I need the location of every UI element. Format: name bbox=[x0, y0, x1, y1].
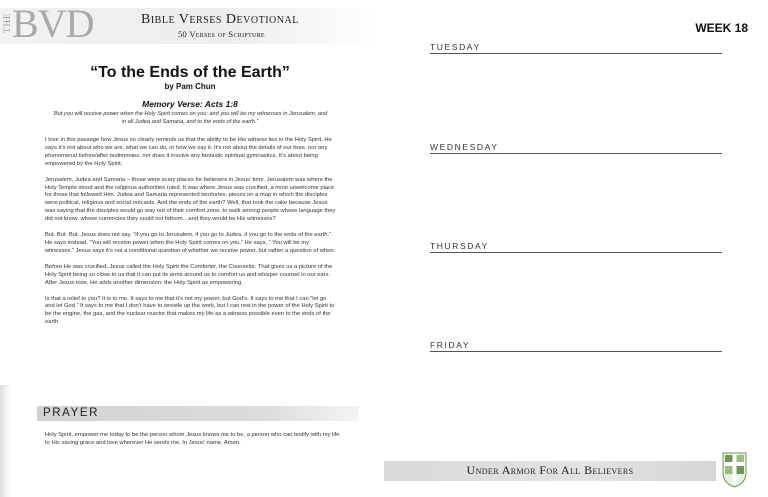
day-label-thursday: THURSDAY bbox=[430, 241, 489, 251]
logo-the: THE bbox=[2, 12, 12, 34]
day-line-wednesday bbox=[430, 142, 722, 154]
shield-cross-icon bbox=[721, 451, 748, 489]
week-label: WEEK 18 bbox=[695, 21, 748, 35]
article-paragraph: Is that a relief to you? It is to me. It says to me that it’s not my power, but God’s. It says to me that I can “let go and let God.” It says to me that I don’t have to wrestle up the work, but I can rest in the power of the Holy Spirit to be the engine, the gas, and the nuclear reactor that makes my life as a witness possible even to the ends of the earth. bbox=[45, 295, 335, 326]
page-edge-shadow bbox=[0, 385, 10, 497]
day-label-tuesday: TUESDAY bbox=[430, 42, 481, 52]
article-byline: by Pam Chun bbox=[164, 82, 216, 91]
day-line-thursday bbox=[430, 241, 722, 253]
footer-title: Under Armor For All Believers bbox=[466, 463, 634, 477]
prayer-heading: PRAYER bbox=[43, 407, 100, 419]
article-paragraph: I love in this passage how Jesus so clearly reminds us that the ability to be His witness lies in the Holy Spirit. He says it’s not about who we are, what we can do, or how we say it. It’s not about the details of our lives, nor any phenomenal before/after testimonies, nor does it involve any fantastic spiritual gymnastics. It’s about being empowered by the Holy Spirit. bbox=[45, 137, 332, 167]
book-subtitle: 50 Verses of Scripture bbox=[178, 29, 265, 39]
day-line-tuesday bbox=[430, 42, 722, 54]
book-title: Bible Verses Devotional bbox=[141, 12, 299, 27]
article-paragraph: Before He was crucified, Jesus called the Holy Spirit the Comforter, the Counselor. That gives us a picture of the Holy Spirit being so close to us that it can put its arms around us to comfort us and whisper counsel in our ears. After Jesus rose, He adds another dimension: the Holy Spirit as empowering. bbox=[45, 263, 333, 286]
day-line-friday bbox=[430, 340, 722, 352]
article-body bbox=[45, 137, 337, 335]
article-title: “To the Ends of the Earth” bbox=[90, 64, 290, 81]
prayer-text: Holy Spirit, empower me today to be the person whom Jesus knows me to be, a person who can testify with my life to His saving grace and love wherever He sends me. In Jesus’ name, Amen. bbox=[45, 432, 340, 446]
article-paragraph: Jerusalem, Judea and Samaria – those were scary places for believers in Jesus’ time. Jerusalem was where the Holy Temple stood and the religious authorities ruled. It was where Jesus was crucified, a most unwelcome place for those that followed Him. Judea and Samaria represented territories, pieces on a map in which the disciples were political, religious and social outcasts. And the ends of the earth? Well, that took the cake because Jesus was saying that the disciples would go way out of their comfort zone, to walk among people whose language they did not know, whose currencies they could not fathom…and they would be His witnesses? bbox=[45, 176, 336, 223]
memory-verse-title: Memory Verse: Acts 1:8 bbox=[142, 99, 238, 109]
article-paragraph: But. But. But. Jesus does not say, “If you go to Jerusalem, if you go to Judea, if you go to the ends of the earth.” He says instead, “You will receive power when the Holy Spirit comes on you.” He says, “ You will be my witnesses.” Jesus says it’s not a conditional question of whether we receive power, but rather a question of when. bbox=[45, 232, 336, 254]
logo-bvd: BVD bbox=[12, 1, 94, 46]
day-label-wednesday: WEDNESDAY bbox=[430, 142, 499, 152]
day-label-friday: FRIDAY bbox=[430, 340, 471, 350]
memory-verse-text: ‘But you will receive power when the Holy Spirit comes on you; and you will be my witnesses in Jerusalem, and in all Judea and Samaria, and to the ends of the earth.” bbox=[52, 111, 328, 125]
